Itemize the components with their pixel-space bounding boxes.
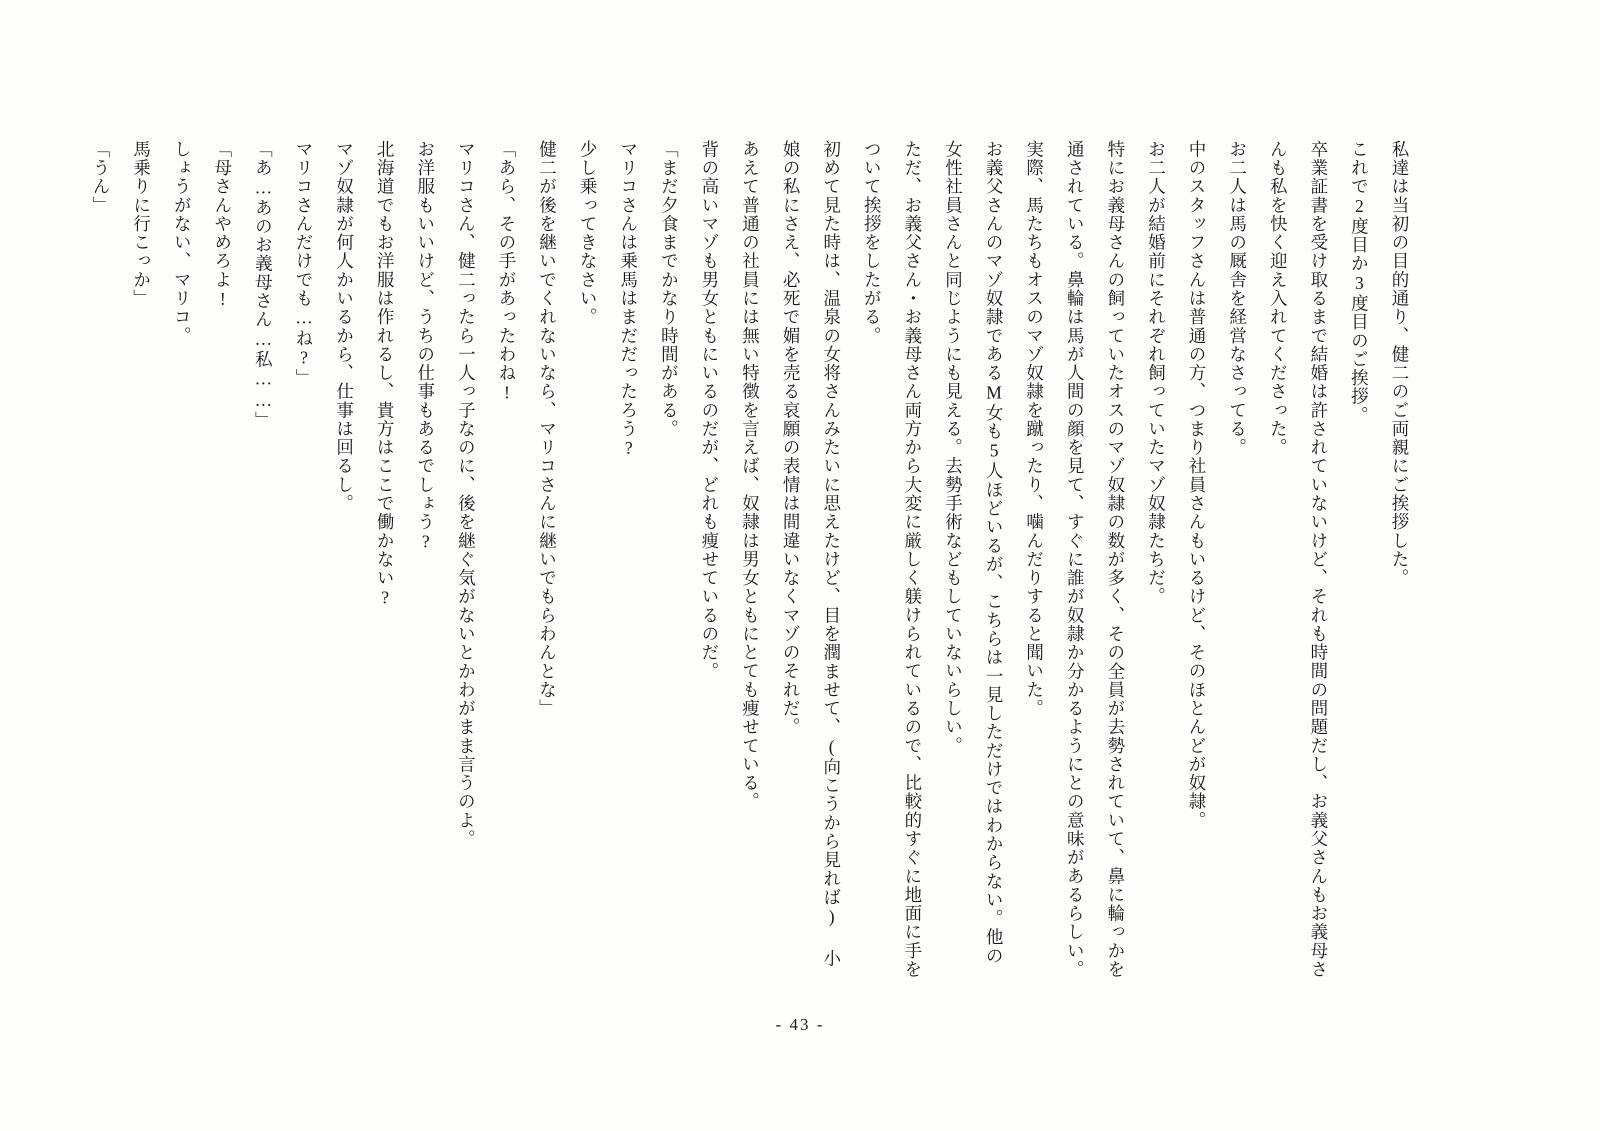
paragraph: あえて普通の社員には無い特徴を言えば、奴隷は男女ともにとても痩せている。 <box>740 140 761 811</box>
dialogue-line: しょうがない、マリコ。 <box>172 140 193 346</box>
dialogue-line: 北海道でもお洋服は作れるし、貴方はここで働かない? <box>375 140 396 609</box>
paragraph: 特にお義母さんの飼っていたオスのマゾ奴隷の数が多く、その全員が去勢されていて、鼻に輪っかを通されている。鼻輪は馬が人間の顔を見て、すぐに誰が奴隷か分かるようにとの意味があるらしい。実際、馬たちもオスのマゾ奴隷を蹴ったり、噛んだりすると聞いた。 <box>1024 140 1126 979</box>
dialogue-line: マリコさんは乗馬はまだだったろう? <box>618 140 639 460</box>
paragraph: お義父さんのマゾ奴隷であるM女も5人ほどいるが、こちらは一見しただけではわからない。他の女性社員さんと同じようにも見える。去勢手術などもしていないらしい。 <box>943 140 1005 966</box>
paragraph: 背の高いマゾも男女ともにいるのだが、どれも痩せているのだ。 <box>699 140 720 681</box>
page-number: - 43 - <box>775 1015 825 1034</box>
dialogue-line: 馬乗りに行こっか」 <box>131 140 152 308</box>
dialogue-line: 「あ…あのお義母さん…私……」 <box>253 140 274 430</box>
dialogue-line: 「うん」 <box>91 140 111 215</box>
paragraph: 初めて見た時は、温泉の女将さんみたいに思えたけど、目を潤ませて、(向こうから見れば) 小娘の私にさえ、必死で媚を売る哀願の表情は間違いなくマゾのそれだ。 <box>781 140 842 968</box>
paragraph: お二人は馬の厩舎を経営なさってる。 <box>1227 140 1248 457</box>
dialogue-line: 「あら、その手があったわね! <box>496 140 517 404</box>
vertical-text-body <box>91 140 1420 980</box>
paragraph: 中のスタッフさんは普通の方、つまり社員さんもいるけど、そのほとんどが奴隷。 <box>1187 140 1208 830</box>
paragraph: ただ、お義父さん・お義母さん両方から大変に厳しく躾けられているので、比較的すぐに地面に手をついて挨拶をしたがる。 <box>862 140 923 979</box>
dialogue-line: マゾ奴隷が何人かいるから、仕事は回るし。 <box>334 140 355 513</box>
dialogue-line: 「母さんやめろよ! <box>212 140 233 311</box>
dialogue-line: 「まだ夕食までかなり時間がある。 <box>659 140 680 439</box>
dialogue-line: 健二が後を継いでくれないなら、マリコさんに継いでもらわんとな」 <box>537 140 558 718</box>
dialogue-line: マリコさん、健二ったら一人っ子なのに、後を継ぐ気がないとかわがまま言うのよ。 <box>456 140 477 849</box>
paragraph: 私達は当初の目的通り、健二のご両親にご挨拶した。 <box>1390 140 1410 588</box>
dialogue-line: マリコさんだけでも…ね?」 <box>293 140 314 388</box>
dialogue-line: 少し乗ってきなさい。 <box>578 140 599 327</box>
dialogue-line: お洋服もいいけど、うちの仕事もあるでしょう? <box>415 140 436 553</box>
paragraph: 卒業証書を受け取るまで結婚は許されていないけど、それも時間の問題だし、お義父さんもお義母さんも私を快く迎え入れてくださった。 <box>1268 140 1329 979</box>
paragraph: これで2度目か3度目のご挨拶。 <box>1349 140 1370 425</box>
paragraph: お二人が結婚前にそれぞれ飼っていたマゾ奴隷たちだ。 <box>1146 140 1167 606</box>
